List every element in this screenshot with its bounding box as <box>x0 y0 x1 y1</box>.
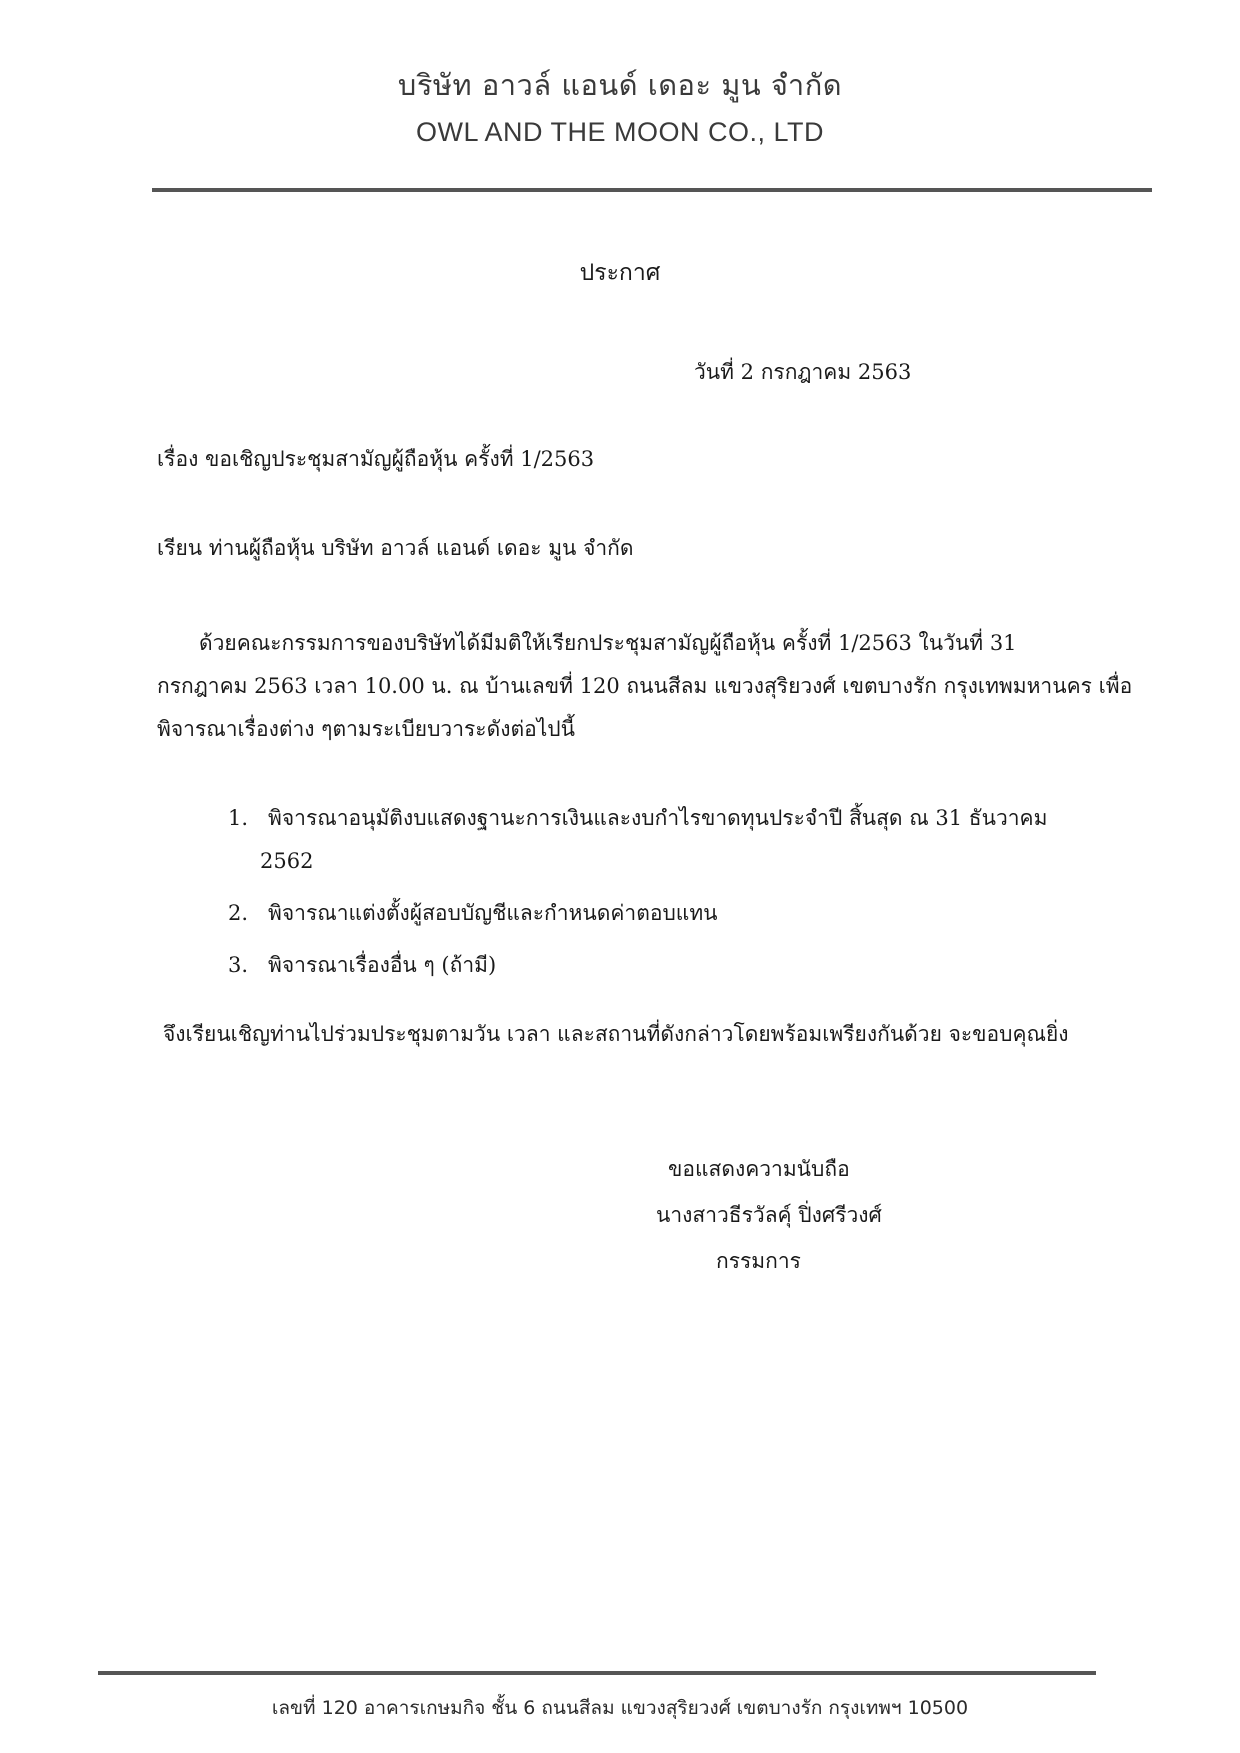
agenda-list <box>228 797 1088 996</box>
agenda-item <box>228 892 1088 935</box>
body-line: ด้วยคณะกรรมการของบริษัทได้มีมติให้เรียกประชุมสามัญผู้ถือหุ้น ครั้งที่ 1/2563 ในวันที่ 31 <box>199 631 1017 655</box>
signature-name: นางสาวธีรวัลคุ์ ปิ่งศรีวงศ์ <box>656 1203 882 1227</box>
letterhead-divider <box>152 188 1152 192</box>
agenda-item-number: 1. <box>228 806 249 830</box>
agenda-item-text: พิจารณาอนุมัติงบแสดงฐานะการเงินและงบกำไรขาดทุนประจำปี สิ้นสุด ณ 31 ธันวาคม <box>268 806 1048 830</box>
signature-position: กรรมการ <box>716 1249 801 1273</box>
signature-regards: ขอแสดงความนับถือ <box>668 1157 850 1181</box>
document-title: ประกาศ <box>579 260 661 286</box>
agenda-item-text: พิจารณาแต่งตั้งผู้สอบบัญชีและกำหนดค่าตอบแทน <box>268 901 718 925</box>
subject-line: เรื่อง ขอเชิญประชุมสามัญผู้ถือหุ้น ครั้งที่ 1/2563 <box>157 447 595 471</box>
company-name-english: OWL AND THE MOON CO., LTD <box>415 117 825 147</box>
body-line: กรกฎาคม 2563 เวลา 10.00 น. ณ บ้านเลขที่ 120 ถนนสีลม แขวงสุริยวงศ์ เขตบางรัก กรุงเทพมหานคร เพื่อ <box>157 674 1133 698</box>
agenda-item <box>228 944 1088 987</box>
company-name-thai: บริษัท อาวล์ แอนด์ เดอะ มูน จำกัด <box>397 68 843 102</box>
agenda-item-text: พิจารณาเรื่องอื่น ๆ (ถ้ามี) <box>268 953 497 977</box>
body-paragraph <box>157 622 1133 751</box>
footer-divider <box>98 1671 1096 1675</box>
closing-sentence: จึงเรียนเชิญท่านไปร่วมประชุมตามวัน เวลา และสถานที่ดังกล่าวโดยพร้อมเพรียงกันด้วย จะขอบคุณยิ่ง <box>163 1022 1069 1046</box>
footer-address: เลขที่ 120 อาคารเกษมกิจ ชั้น 6 ถนนสีลม แขวงสุริยวงศ์ เขตบางรัก กรุงเทพฯ 10500 <box>271 1697 969 1719</box>
recipient-line: เรียน ท่านผู้ถือหุ้น บริษัท อาวล์ แอนด์ เดอะ มูน จำกัด <box>157 536 634 560</box>
agenda-item <box>228 797 1088 883</box>
document-date: วันที่ 2 กรกฎาคม 2563 <box>694 360 912 384</box>
agenda-item-text-continued: 2562 <box>260 849 314 873</box>
body-line: พิจารณาเรื่องต่าง ๆตามระเบียบวาระดังต่อไปนี้ <box>157 717 575 741</box>
agenda-item-number: 2. <box>228 901 249 925</box>
agenda-item-number: 3. <box>228 953 249 977</box>
